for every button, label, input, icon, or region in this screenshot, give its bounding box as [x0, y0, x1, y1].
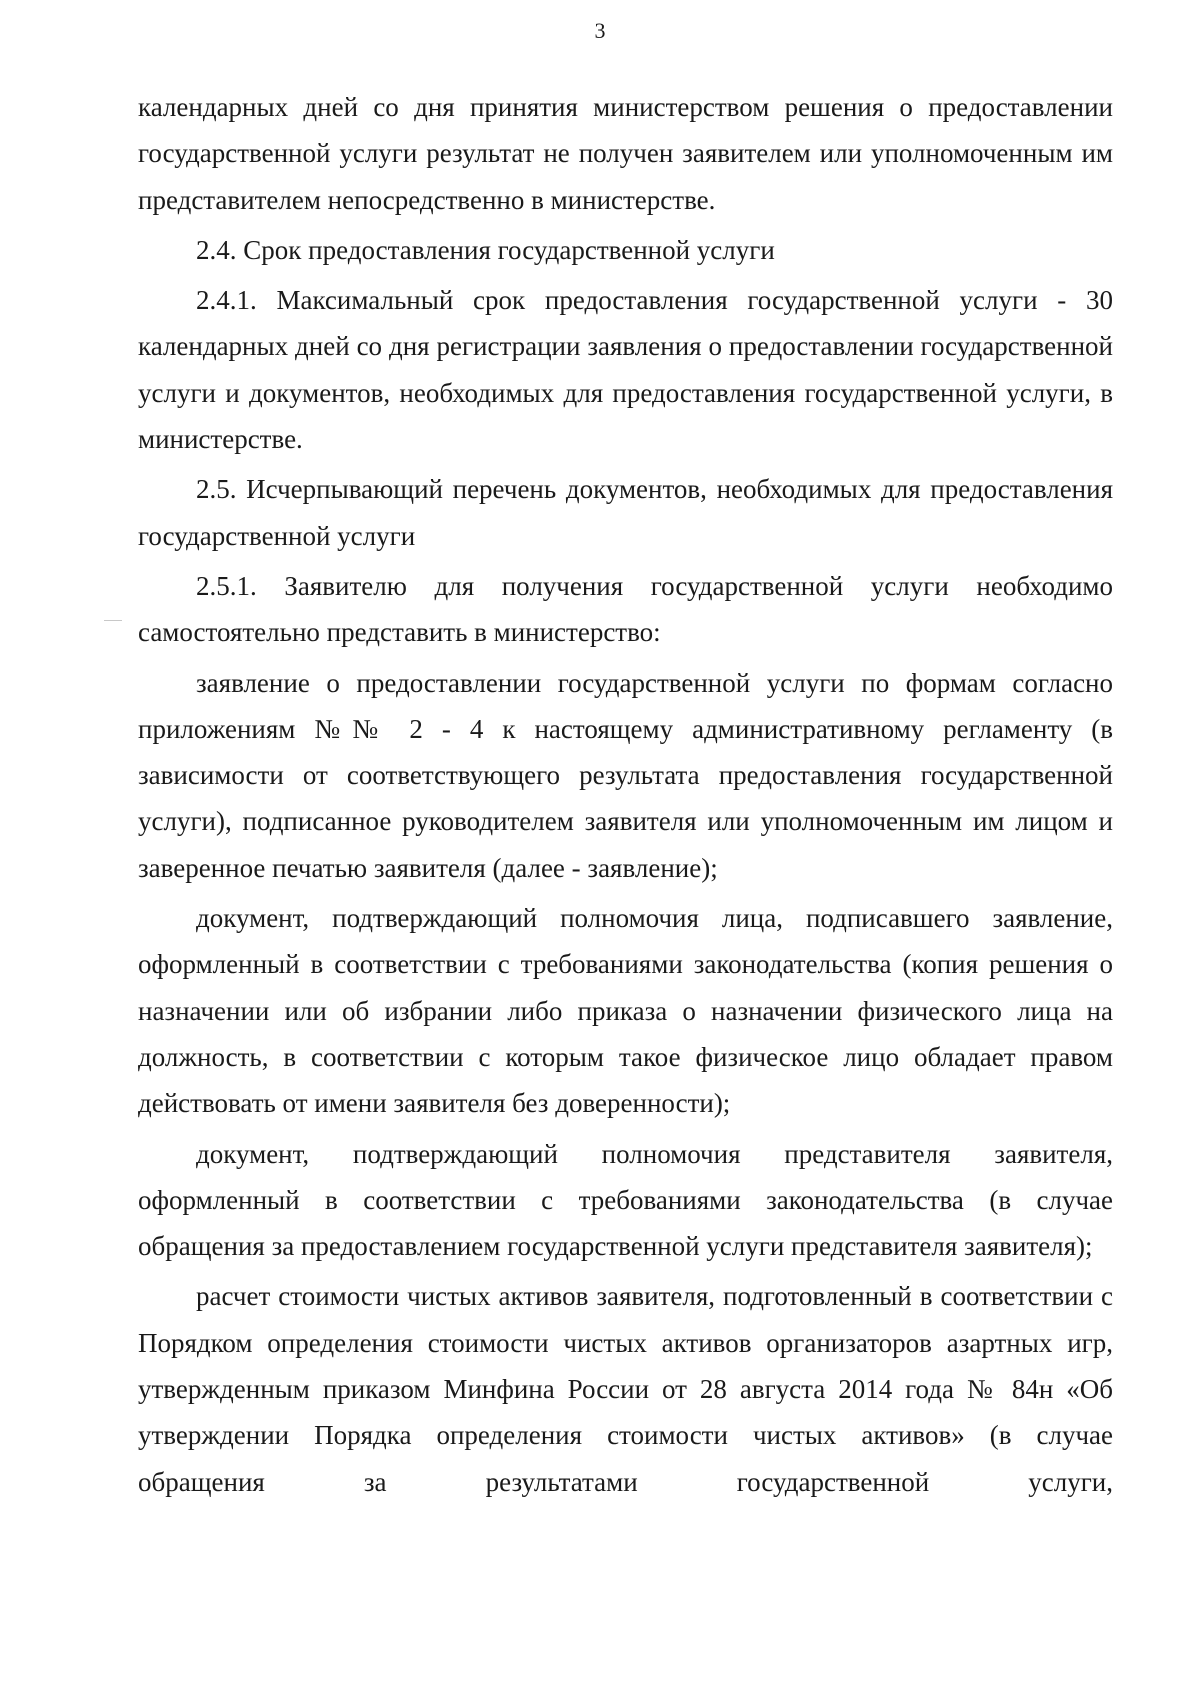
- document-body: [138, 84, 1113, 1505]
- list-item-application: заявление о предоставлении государственной услуги по формам согласно приложениям №№ 2 - 4 к настоящему административному регламенту (в зависимости от соответствующего результата предоставления государственной услуги), подписанное руководителем заявителя или уполномоченным им лицом и заверенное печатью заявителя (далее - заявление);: [138, 667, 1113, 883]
- paragraph-continuation: календарных дней со дня принятия министерством решения о предоставлении государственной услуги результат не получен заявителем или уполномоченным им представителем непосредственно в министерстве.: [138, 92, 1113, 215]
- paragraph-2-4-1: 2.4.1. Максимальный срок предоставления государственной услуги - 30 календарных дней со дня регистрации заявления о предоставлении государственной услуги и документов, необходимых для предоставления государственной услуги, в министерстве.: [138, 285, 1113, 455]
- paragraph-2-5-1: 2.5.1. Заявителю для получения государственной услуги необходимо самостоятельно представить в министерство:: [138, 570, 1113, 648]
- section-heading-2-4: 2.4. Срок предоставления государственной услуги: [196, 234, 775, 265]
- scan-mark: [104, 620, 122, 621]
- list-item-authority-document: документ, подтверждающий полномочия лица, подписавшего заявление, оформленный в соответствии с требованиями законодательства (копия решения о назначении или об избрании либо приказа о назначении физического лица на должность, в соответствии с которым такое физическое лицо обладает правом действовать от имени заявителя без доверенности);: [138, 903, 1113, 1119]
- page-number: 3: [594, 18, 606, 43]
- section-heading-2-5: 2.5. Исчерпывающий перечень документов, необходимых для предоставления государственной услуги: [138, 474, 1113, 551]
- list-item-representative-document: документ, подтверждающий полномочия представителя заявителя, оформленный в соответствии с требованиями законодательства (в случае обращения за предоставлением государственной услуги представителя заявителя);: [138, 1138, 1113, 1262]
- list-item-net-assets-calculation: расчет стоимости чистых активов заявителя, подготовленный в соответствии с Порядком определения стоимости чистых активов организаторов азартных игр, утвержденным приказом Минфина России от 28 августа 2014 года № 84н «Об утверждении Порядка определения стоимости чистых активов» (в случае обращения за результатами государственной услуги,: [138, 1281, 1113, 1497]
